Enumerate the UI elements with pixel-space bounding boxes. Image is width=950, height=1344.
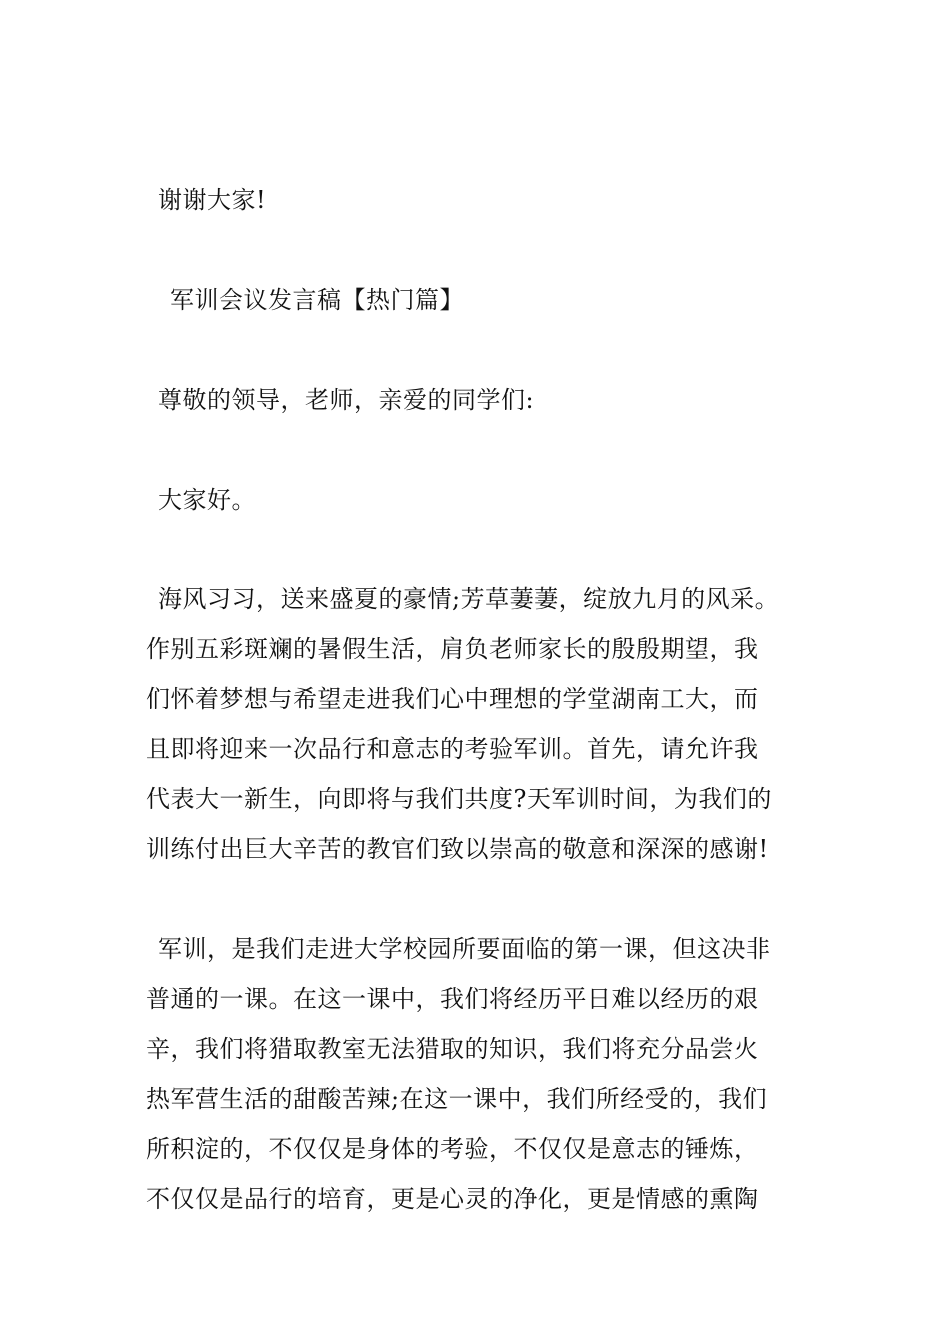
- paragraph-line: 代表大一新生，向即将与我们共度?天军训时间，为我们的: [146, 785, 772, 813]
- closing-line: 谢谢大家!: [158, 186, 267, 214]
- paragraph-line: 海风习习，送来盛夏的豪情;芳草萋萋，绽放九月的风采。: [158, 585, 780, 613]
- paragraph-line: 们怀着梦想与希望走进我们心中理想的学堂湖南工大，而: [146, 685, 759, 713]
- paragraph-line: 训练付出巨大辛苦的教官们致以崇高的敬意和深深的感谢!: [146, 835, 769, 863]
- paragraph-line: 辛，我们将猎取教室无法猎取的知识，我们将充分品尝火: [146, 1035, 759, 1063]
- paragraph-line: 不仅仅是品行的培育，更是心灵的净化，更是情感的熏陶: [146, 1185, 759, 1213]
- greeting-line: 大家好。: [158, 486, 256, 514]
- paragraph-line: 作别五彩斑斓的暑假生活，肩负老师家长的殷殷期望，我: [146, 635, 759, 663]
- paragraph-line: 且即将迎来一次品行和意志的考验军训。首先，请允许我: [146, 735, 759, 763]
- speech-heading: 军训会议发言稿【热门篇】: [170, 286, 464, 314]
- paragraph-line: 所积淀的，不仅仅是身体的考验，不仅仅是意志的锤炼，: [146, 1135, 759, 1163]
- paragraph-line: 普通的一课。在这一课中，我们将经历平日难以经历的艰: [146, 985, 759, 1013]
- paragraph-line: 热军营生活的甜酸苦辣;在这一课中，我们所经受的，我们: [146, 1085, 768, 1113]
- paragraph-line: 军训，是我们走进大学校园所要面临的第一课，但这决非: [158, 935, 771, 963]
- salutation-line: 尊敬的领导，老师，亲爱的同学们:: [158, 386, 535, 414]
